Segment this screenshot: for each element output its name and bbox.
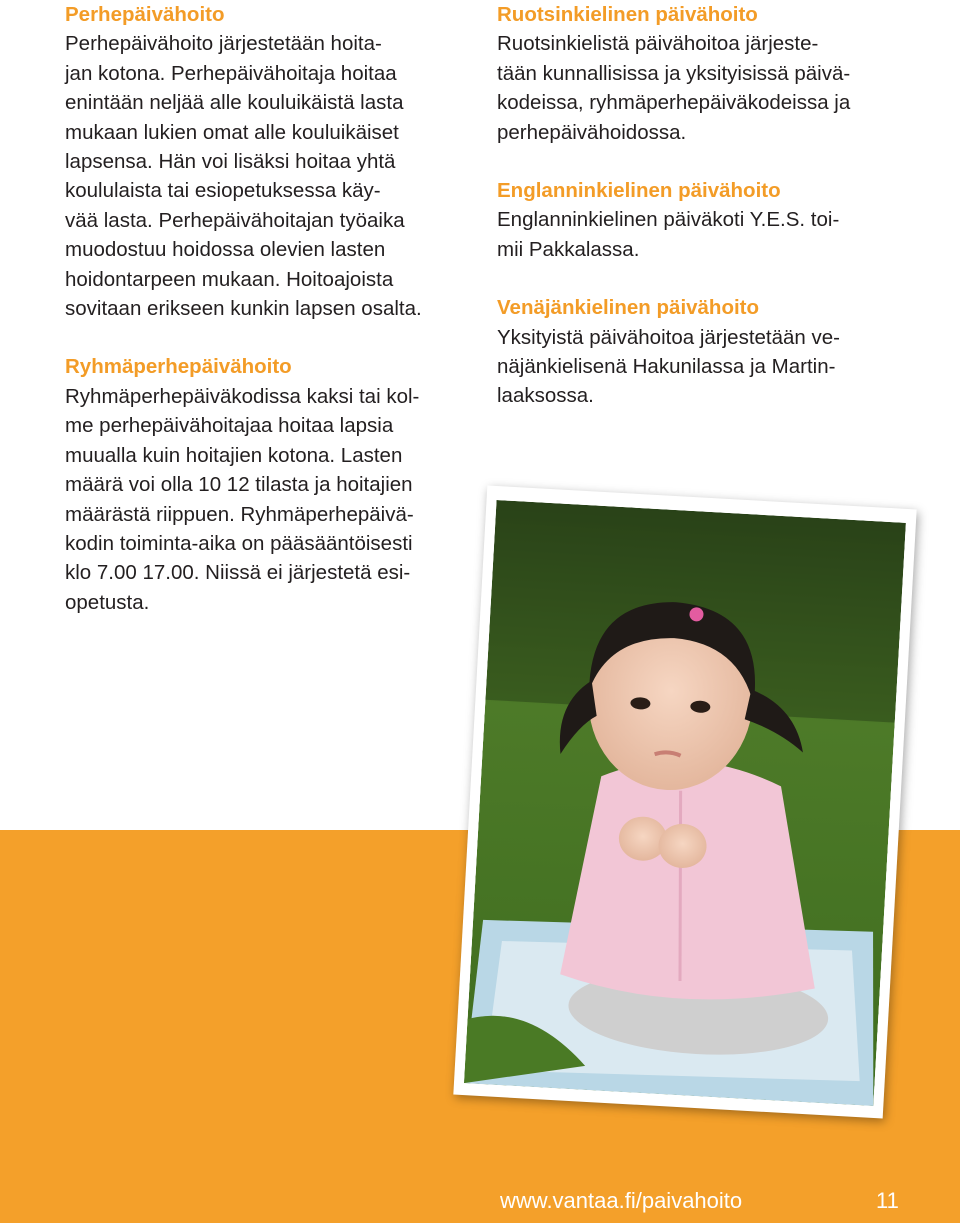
- text-line: Perhepäivähoito järjestetään hoita-: [65, 32, 382, 56]
- text-line: muodostuu hoidossa olevien lasten: [65, 238, 386, 262]
- text-line: perhepäivähoidossa.: [497, 120, 687, 144]
- section-perhepaivahoito: [65, 0, 477, 323]
- text-line: Yksityistä päivähoitoa järjestetään ve-: [497, 325, 840, 349]
- section-gap: [497, 147, 907, 176]
- text-line: vää lasta. Perhepäivähoitajan työaika: [65, 208, 405, 232]
- text-line: hoidontarpeen mukaan. Hoitoajoista: [65, 267, 394, 291]
- heading-venajankielinen: Venäjänkielinen päivähoito: [497, 296, 760, 320]
- child-photo-illustration: [464, 500, 906, 1106]
- section-gap: [497, 264, 907, 293]
- heading-ruotsinkielinen: Ruotsinkielinen päivähoito: [497, 3, 758, 26]
- text-line: me perhepäivähoitajaa hoitaa lapsia: [65, 414, 394, 438]
- text-line: lapsensa. Hän voi lisäksi hoitaa yhtä: [65, 150, 396, 174]
- text-line: jan kotona. Perhepäivähoitaja hoitaa: [65, 61, 397, 85]
- right-column: [497, 0, 907, 411]
- section-ruotsinkielinen: [497, 0, 907, 147]
- text-line: Ruotsinkielistä päivähoitoa järjeste-: [497, 32, 819, 56]
- heading-perhepaivahoito: Perhepäivähoito: [65, 3, 225, 26]
- section-venajankielinen: [497, 293, 907, 411]
- text-line: Ryhmäperhepäiväkodissa kaksi tai kol-: [65, 384, 420, 408]
- footer-url: www.vantaa.fi/paivahoito: [500, 1188, 743, 1213]
- section-englanninkielinen: [497, 176, 907, 264]
- photo-frame: [453, 485, 916, 1118]
- paragraph-perhepaivahoito: [65, 29, 477, 323]
- page-number: 11: [876, 1188, 899, 1213]
- paragraph-ryhmaperhepaivahoito: [65, 382, 477, 617]
- text-line: tään kunnallisissa ja yksityisissä päivä-: [497, 61, 851, 85]
- text-line: enintään neljää alle kouluikäistä lasta: [65, 91, 404, 115]
- section-gap: [65, 323, 477, 352]
- text-line: näjänkielisenä Hakunilassa ja Martin-: [497, 355, 836, 379]
- text-line: muualla kuin hoitajien kotona. Lasten: [65, 443, 403, 467]
- text-line: määrästä riippuen. Ryhmäperhepäivä-: [65, 502, 414, 526]
- text-line: sovitaan erikseen kunkin lapsen osalta.: [65, 297, 422, 321]
- section-ryhmaperhepaivahoito: [65, 352, 477, 617]
- text-line: mukaan lukien omat alle kouluikäiset: [65, 120, 399, 144]
- left-column: [65, 0, 477, 617]
- text-line: kodin toiminta-aika on pääsääntöisesti: [65, 531, 413, 555]
- child-photo: [464, 500, 906, 1106]
- paragraph-venajankielinen: [497, 323, 907, 411]
- text-line: Englanninkielinen päiväkoti Y.E.S. toi-: [497, 208, 840, 232]
- heading-englanninkielinen: Englanninkielinen päivähoito: [497, 179, 781, 203]
- text-line: mii Pakkalassa.: [497, 237, 640, 261]
- paragraph-ruotsinkielinen: [497, 29, 907, 147]
- text-line: kodeissa, ryhmäperhepäiväkodeissa ja: [497, 91, 851, 115]
- heading-ryhmaperhepaivahoito: Ryhmäperhepäivähoito: [65, 355, 292, 379]
- text-line: opetusta.: [65, 590, 150, 614]
- text-line: laaksossa.: [497, 384, 594, 408]
- text-line: klo 7.00 17.00. Niissä ei järjestetä esi-: [65, 561, 411, 585]
- text-line: koululaista tai esiopetuksessa käy-: [65, 179, 381, 203]
- paragraph-englanninkielinen: [497, 205, 907, 264]
- text-line: määrä voi olla 10 12 tilasta ja hoitajien: [65, 473, 413, 497]
